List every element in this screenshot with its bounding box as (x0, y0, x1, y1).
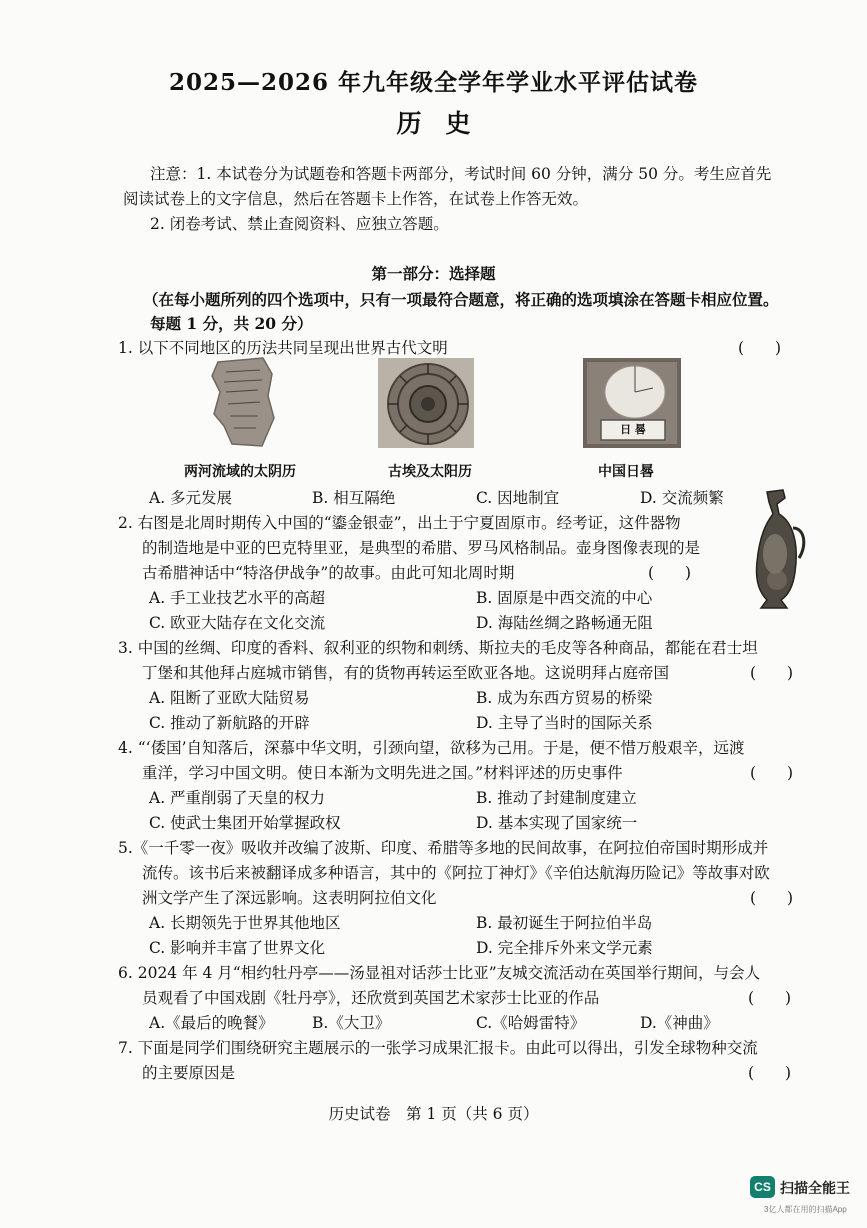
q6-stem-line-2: 员观看了中国戏剧《牡丹亭》，还欣赏到英国艺术家莎士比亚的作品 (142, 989, 600, 1007)
q1-caption-2: 古埃及太阳历 (388, 464, 472, 480)
camscanner-slogan: 3亿人都在用的扫描App (764, 1205, 847, 1214)
q2-option-a: A. 手工业技艺水平的高超 (149, 589, 326, 607)
q7-stem-line-2: 的主要原因是 (142, 1064, 236, 1082)
q1-option-a: A. 多元发展 (149, 489, 233, 507)
q4-option-b: B. 推动了封建制度建立 (476, 789, 637, 807)
q5-option-a: A. 长期领先于世界其他地区 (149, 914, 341, 932)
section-title: 第一部分：选择题 (371, 264, 496, 283)
q1-caption-3: 中国日晷 (598, 464, 654, 480)
q6-option-a: A.《最后的晚餐》 (149, 1014, 274, 1032)
q2-option-b: B. 固原是中西交流的中心 (476, 589, 653, 607)
q6-stem-line-1: 6. 2024 年 4 月“相约牡丹亭——汤显祖对话莎士比亚”友城交流活动在英国举行期间，与会人 (118, 964, 761, 982)
q2-stem-line-3: 古希腊神话中“特洛伊战争”的故事。由此可知北周时期 (142, 564, 515, 582)
q5-stem-line-1: 5.《一千零一夜》吸收并改编了波斯、印度、希腊等多地的民间故事，在阿拉伯帝国时期形成并 (118, 839, 769, 857)
q4-option-d: D. 基本实现了国家统一 (476, 814, 638, 832)
camscanner-logo: CS (750, 1176, 775, 1198)
notice-line-1: 注意：1. 本试卷分为试题卷和答题卡两部分，考试时间 60 分钟，满分 50 分。考生应首先 (150, 165, 772, 183)
camscanner-name: 扫描全能王 (780, 1180, 850, 1196)
q3-stem-line-1: 3. 中国的丝绸、印度的香料、叙利亚的织物和刺绣、斯拉夫的毛皮等各种商品，都能在君士坦 (118, 639, 758, 657)
q3-answer-paren: ( ) (750, 664, 794, 682)
q1-option-c: C. 因地制宜 (476, 489, 560, 507)
clay-tablet-image (208, 356, 276, 448)
q3-option-d: D. 主导了当时的国际关系 (476, 714, 653, 732)
q3-option-a: A. 阻断了亚欧大陆贸易 (149, 689, 310, 707)
q3-stem-line-2: 丁堡和其他拜占庭城市销售，有的货物再转运至欧亚各地。这说明拜占庭帝国 (142, 664, 670, 682)
gilded-silver-ewer-image (747, 488, 809, 612)
q4-answer-paren: ( ) (750, 764, 794, 782)
q2-answer-paren: ( ) (648, 564, 692, 582)
q5-stem-line-2: 流传。该书后来被翻译成多种语言，其中的《阿拉丁神灯》《辛伯达航海历险记》等故事对欧 (142, 864, 770, 882)
q3-option-b: B. 成为东西方贸易的桥梁 (476, 689, 653, 707)
q7-answer-paren: ( ) (748, 1064, 792, 1082)
q1-answer-paren: ( ) (738, 339, 782, 357)
q1-stem: 1. 以下不同地区的历法共同呈现出世界古代文明 (118, 339, 448, 357)
q6-answer-paren: ( ) (748, 989, 792, 1007)
q5-option-d: D. 完全排斥外来文学元素 (476, 939, 653, 957)
q1-option-b: B. 相互隔绝 (312, 489, 396, 507)
section-instruction-1: （在每小题所列的四个选项中，只有一项最符合题意，将正确的选项填涂在答题卡相应位置。 (143, 290, 779, 309)
section-instruction-2: 每题 1 分，共 20 分） (150, 314, 313, 333)
q2-stem-line-2: 的制造地是中亚的巴克特里亚，是典型的希腊、罗马风格制品。壶身图像表现的是 (142, 539, 701, 557)
q2-option-d: D. 海陆丝绸之路畅通无阻 (476, 614, 653, 632)
q5-option-b: B. 最初诞生于阿拉伯半岛 (476, 914, 653, 932)
q7-stem-line-1: 7. 下面是同学们围绕研究主题展示的一张学习成果汇报卡。由此可以得出，引发全球物种交流 (118, 1039, 758, 1057)
q4-stem-line-2: 重洋，学习中国文明。使日本渐为文明先进之国。”材料评述的历史事件 (142, 764, 623, 782)
q5-stem-line-3: 洲文学产生了深远影响。这表明阿拉伯文化 (142, 889, 437, 907)
q1-option-d: D. 交流频繁 (640, 489, 724, 507)
q4-option-c: C. 使武士集团开始掌握政权 (149, 814, 341, 832)
q5-option-c: C. 影响并丰富了世界文化 (149, 939, 326, 957)
notice-line-3: 2. 闭卷考试、禁止查阅资料、应独立答题。 (150, 215, 449, 233)
aztec-sun-stone-image (378, 358, 474, 448)
exam-title: 2025—2026 年九年级全学年学业水平评估试卷 (168, 69, 699, 96)
q3-option-c: C. 推动了新航路的开辟 (149, 714, 310, 732)
q4-option-a: A. 严重削弱了天皇的权力 (149, 789, 326, 807)
q6-option-c: C.《哈姆雷特》 (476, 1014, 586, 1032)
notice-line-2: 阅读试卷上的文字信息，然后在答题卡上作答，在试卷上作答无效。 (123, 190, 589, 208)
q4-stem-line-1: 4. “‘倭国’自知落后，深慕中华文明，引颈向望，欲移为己用。于是，便不惜万般艰辛，远渡 (118, 739, 745, 757)
q1-caption-1: 两河流域的太阴历 (184, 464, 296, 480)
q6-option-d: D.《神曲》 (640, 1014, 719, 1032)
page-footer: 历史试卷 第 1 页（共 6 页） (328, 1105, 539, 1123)
sundial-image (583, 358, 681, 448)
q2-option-c: C. 欧亚大陆存在文化交流 (149, 614, 326, 632)
q2-stem-line-1: 2. 右图是北周时期传入中国的“鎏金银壶”，出土于宁夏固原市。经考证，这件器物 (118, 514, 681, 532)
sundial-label: 日 晷 (620, 423, 646, 436)
q6-option-b: B.《大卫》 (312, 1014, 391, 1032)
subject-title: 历史 (396, 109, 495, 138)
q5-answer-paren: ( ) (750, 889, 794, 907)
